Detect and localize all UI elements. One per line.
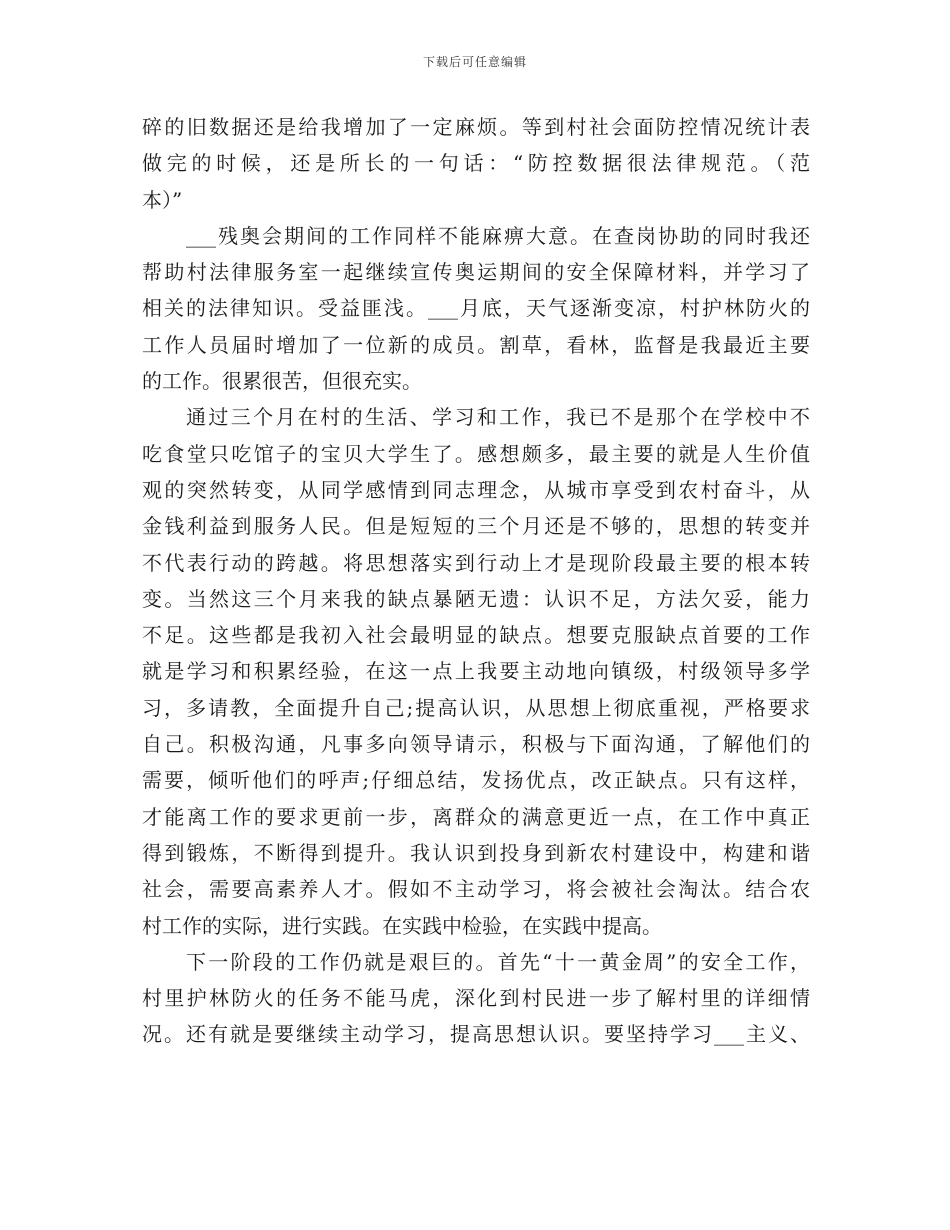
text-line: 不代表行动的跨越。将思想落实到行动上才是现阶段最主要的根本转 (142, 550, 810, 575)
text-line: 况。还有就是要继续主动学习，提高思想认识。要坚持学习___主义、 (142, 1022, 810, 1047)
text-line: 自己。积极沟通，凡事多向领导请示，积极与下面沟通，了解他们的 (142, 732, 810, 757)
text-line: ___残奥会期间的工作同样不能麻痹大意。在查岗协助的同时我还 (186, 223, 810, 248)
page-header: 下载后可任意编辑 (422, 55, 527, 69)
text-line: 金钱利益到服务人民。但是短短的三个月还是不够的，思想的转变并 (142, 514, 810, 539)
text-line: 帮助村法律服务室一起继续宣传奥运期间的安全保障材料，并学习了 (142, 260, 810, 285)
text-line: 不足。这些都是我初入社会最明显的缺点。想要克服缺点首要的工作 (142, 623, 810, 648)
text-line: 通过三个月在村的生活、学习和工作，我已不是那个在学校中不 (186, 405, 810, 430)
text-line: 村工作的实际，进行实践。在实践中检验，在实践中提高。 (142, 913, 662, 938)
document-body (142, 109, 810, 1053)
text-line: 才能离工作的要求更前一步，离群众的满意更近一点，在工作中真正 (142, 804, 810, 829)
text-line: 工作人员届时增加了一位新的成员。割草，看林，监督是我最近主要 (142, 332, 810, 357)
text-line: 相关的法律知识。受益匪浅。___月底，天气逐渐变凉，村护林防火的 (142, 296, 810, 321)
text-line: 做完的时候，还是所长的一句话：“防控数据很法律规范。（范 (142, 151, 810, 176)
text-line: 碎的旧数据还是给我增加了一定麻烦。等到村社会面防控情况统计表 (142, 115, 810, 139)
text-line: 变。当然这三个月来我的缺点暴陋无遗：认识不足，方法欠妥，能力 (142, 586, 810, 611)
text-line: 需要，倾听他们的呼声;仔细总结，发扬优点，改正缺点。只有这样， (142, 768, 810, 793)
text-line: 吃食堂只吃馆子的宝贝大学生了。感想颇多，最主要的就是人生价值 (142, 441, 810, 466)
text-line: 本）” (142, 187, 183, 212)
text-line: 就是学习和积累经验，在这一点上我要主动地向镇级，村级领导多学 (142, 659, 810, 684)
text-line: 的工作。很累很苦，但很充实。 (142, 369, 422, 394)
text-line: 观的突然转变，从同学感情到同志理念，从城市享受到农村奋斗，从 (142, 477, 810, 502)
text-line: 社会，需要高素养人才。假如不主动学习，将会被社会淘汰。结合农 (142, 877, 810, 902)
text-line: 下一阶段的工作仍就是艰巨的。首先“十一黄金周”的安全工作， (186, 949, 810, 974)
text-line: 村里护林防火的任务不能马虎，深化到村民进一步了解村里的详细情 (142, 986, 810, 1011)
text-line: 得到锻炼，不断得到提升。我认识到投身到新农村建设中，构建和谐 (142, 840, 810, 865)
text-line: 习，多请教，全面提升自己;提高认识，从思想上彻底重视，严格要求 (142, 695, 810, 720)
